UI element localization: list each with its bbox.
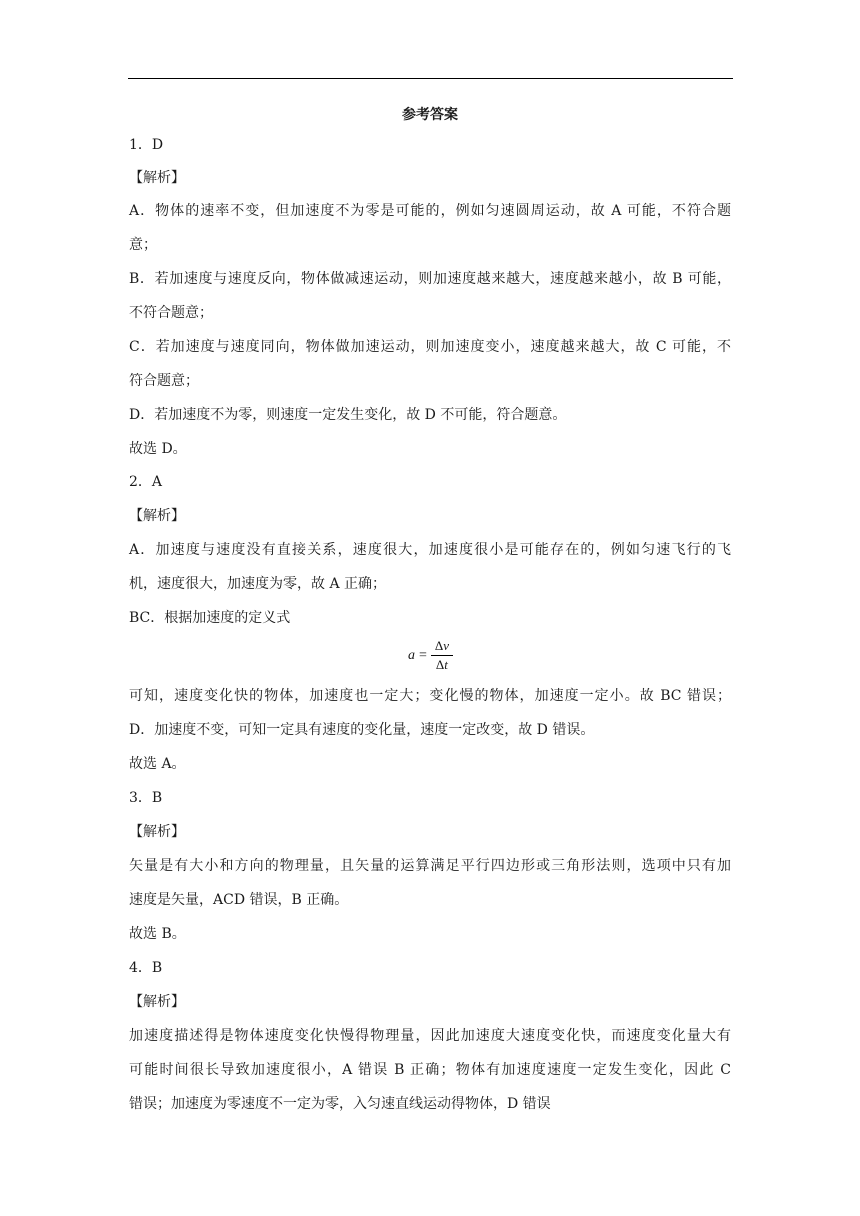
answer-number-2: 2．A — [129, 474, 163, 490]
text-line: 可知，速度变化快的物体，加速度也一定大；变化慢的物体，加速度一定小。故 BC 错误； — [129, 688, 731, 704]
text-line: 机，速度很大，加速度为零，故 A 正确； — [129, 576, 387, 592]
analysis-label: 【解析】 — [129, 994, 185, 1010]
text-line: 符合题意； — [129, 373, 199, 389]
text-line: C．若加速度与速度同向，物体做加速运动，则加速度变小，速度越来越大，故 C 可能，不 — [129, 339, 731, 355]
text-line: 故选 D。 — [129, 441, 187, 457]
text-line: D．若加速度不为零，则速度一定发生变化，故 D 不可能，符合题意。 — [129, 407, 567, 423]
header-rule — [128, 78, 733, 79]
text-line: 错误；加速度为零速度不一定为零，入匀速直线运动得物体，D 错误 — [129, 1096, 551, 1112]
formula-lhs: a — [408, 647, 415, 663]
text-line: A．物体的速率不变，但加速度不为零是可能的，例如匀速圆周运动，故 A 可能，不符合题 — [129, 203, 731, 219]
text-line: 意； — [129, 237, 157, 253]
text-line: 故选 A。 — [129, 756, 186, 772]
answer-number-3: 3．B — [129, 790, 163, 806]
text-line: 速度是矢量，ACD 错误，B 正确。 — [129, 892, 349, 908]
text-line: 故选 B。 — [129, 926, 186, 942]
text-line: A．加速度与速度没有直接关系，速度很大，加速度很小是可能存在的，例如匀速飞行的飞 — [129, 542, 731, 558]
formula-fraction — [431, 638, 453, 673]
fraction-bar — [431, 655, 453, 656]
page-title: 参考答案 — [402, 107, 458, 123]
text-line: BC．根据加速度的定义式 — [129, 610, 291, 626]
text-line: 可能时间很长导致加速度很小，A 错误 B 正确；物体有加速度速度一定发生变化，因此 C — [129, 1062, 731, 1078]
text-line: 不符合题意； — [129, 305, 213, 321]
acceleration-formula — [408, 638, 453, 673]
analysis-label: 【解析】 — [129, 824, 185, 840]
formula-equals: = — [419, 647, 427, 663]
analysis-label: 【解析】 — [129, 508, 185, 524]
text-line: 加速度描述得是物体速度变化快慢得物理量，因此加速度大速度变化快，而速度变化量大有 — [129, 1028, 731, 1044]
formula-numerator: Δv — [434, 638, 449, 653]
answer-number-4: 4．B — [129, 960, 163, 976]
formula-denominator: Δt — [435, 657, 448, 672]
answer-number-1: 1．D — [129, 137, 164, 153]
text-line: D．加速度不变，可知一定具有速度的变化量，速度一定改变，故 D 错误。 — [129, 722, 595, 738]
analysis-label: 【解析】 — [129, 170, 185, 186]
text-line: 矢量是有大小和方向的物理量，且矢量的运算满足平行四边形或三角形法则，选项中只有加 — [129, 858, 731, 874]
text-line: B．若加速度与速度反向，物体做减速运动，则加速度越来越大，速度越来越小，故 B 可能， — [129, 271, 731, 287]
